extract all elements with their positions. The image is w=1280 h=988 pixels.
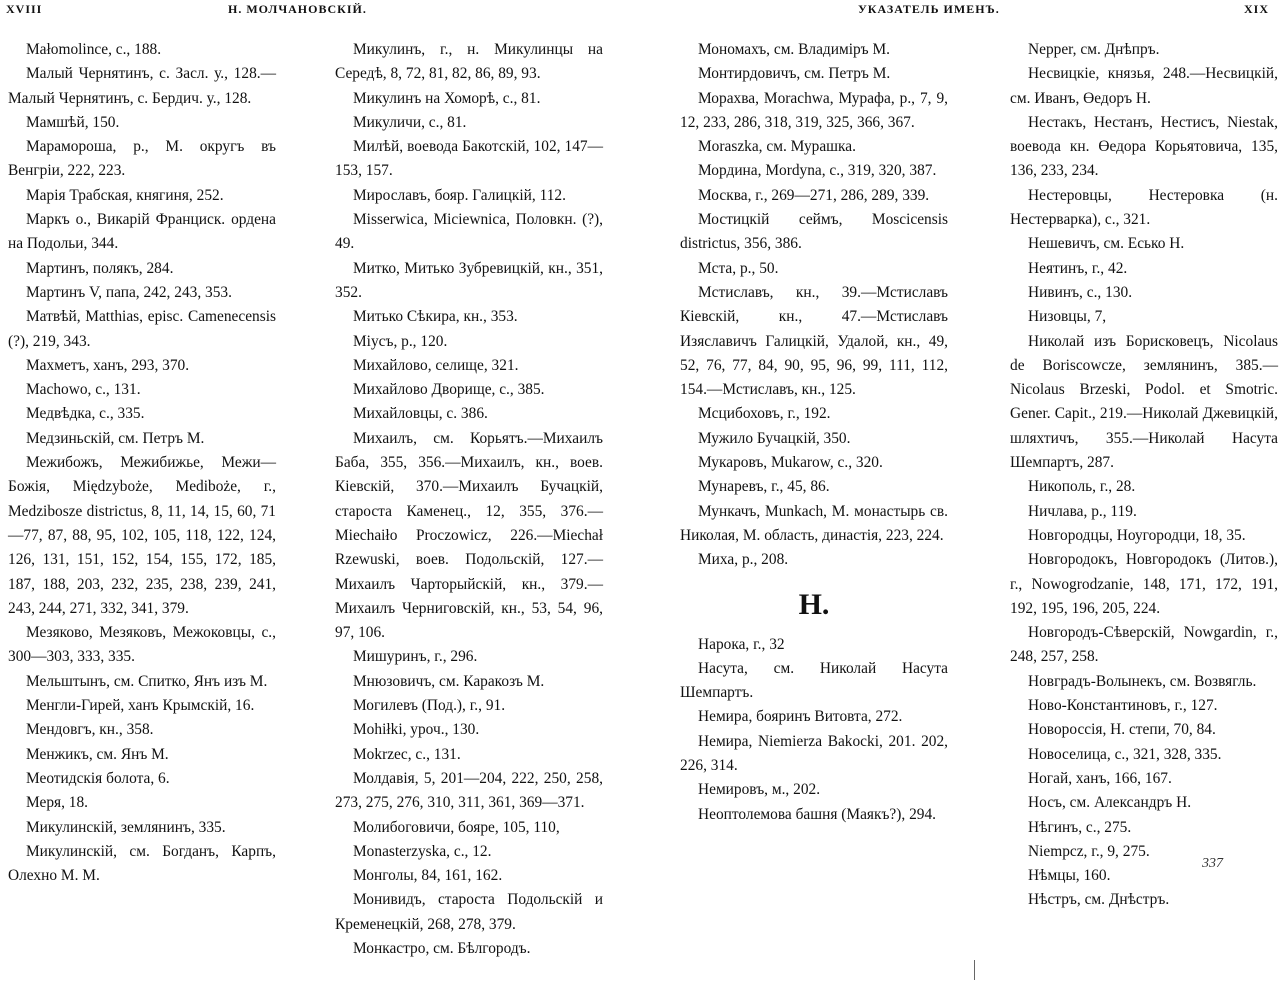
index-entry: Митко, Митько Зубревицкій, кн., 351, 352. <box>335 259 603 301</box>
index-entry: Михаилъ, см. Корьятъ.—Михаилъ Баба, 355, 356.—Михаилъ, кн., воев. Кіевскій, 370.—Михаилъ Бучацкій, староста Каменец., 12, 355, 376.—Miechaiło Proczowicz, 226.—Miechał Rzewuski, воев. Подольскій, 127.—Михаилъ Чарторыйскій, кн., 379.—Михаилъ Черниговскій, кн., 53, 54, 96, 97, 106. <box>335 429 603 642</box>
index-entry: Монивидъ, староста Подольскій и Кременецкій, 268, 278, 379. <box>335 891 603 933</box>
index-entry: Mohiłki, уроч., 130. <box>353 721 480 739</box>
index-entry: Менжикъ, см. Янъ М. <box>26 745 169 763</box>
index-entry: Неятинъ, г., 42. <box>1028 259 1128 277</box>
index-entry: Микулинъ на Хоморѣ, с., 81. <box>353 89 541 107</box>
index-column-2 <box>335 38 603 961</box>
index-entry: Насута, см. Николай Насута Шемпартъ. <box>680 659 948 702</box>
index-entry: Монтирдовичъ, см. Петръ М. <box>698 65 891 83</box>
index-entry: Неоптолемова башня (Маякъ?), 294. <box>698 805 936 823</box>
index-entry: Нивинъ, с., 130. <box>1028 283 1133 301</box>
index-entry: Монголы, 84, 161, 162. <box>353 867 503 885</box>
index-entry: Немировъ, м., 202. <box>698 781 821 799</box>
index-entry: Москва, г., 269—271, 286, 289, 339. <box>698 186 930 204</box>
index-entry: Медвѣдка, с., 335. <box>26 405 145 423</box>
index-entry: Мендовгъ, кн., 358. <box>26 721 154 739</box>
index-entry: Меотидскія болота, 6. <box>26 769 170 787</box>
index-entry: Нѣгинъ, с., 275. <box>1028 818 1132 836</box>
index-entry: Misserwica, Miciewnica, Половкн. (?), 49. <box>335 211 603 253</box>
index-entry: Марія Трабская, княгиня, 252. <box>26 186 224 204</box>
index-entry: Немира, бояринъ Витовта, 272. <box>698 708 903 726</box>
index-entry: Nepper, см. Днѣпръ. <box>1028 41 1160 58</box>
index-entry: Микулинскій, землянинъ, 335. <box>26 818 226 836</box>
index-entry: Мста, р., 50. <box>698 259 779 277</box>
index-entry: Нешевичъ, см. Есько Н. <box>1028 235 1185 253</box>
index-entry: Мунаревъ, г., 45, 86. <box>698 478 830 496</box>
index-entry: Межибожъ, Межибижье, Межи—Божія, Międzyboże, Mediboże, г., Medzibosze districtus, 8, 11, 14, 15, 60, 71—77, 87, 88, 95, 102, 105, 118, 122, 124, 126, 131, 151, 152, 154, 155, 172, 185, 187, 188, 203, 232, 235, 238, 239, 241, 243, 244, 271, 332, 341, 379. <box>8 454 276 617</box>
index-column-3 <box>680 38 948 827</box>
index-entry: Мордина, Mordyna, с., 319, 320, 387. <box>698 162 937 180</box>
index-entry: Новградъ-Волынекъ, см. Возвягль. <box>1028 672 1257 690</box>
index-entry: Machowo, с., 131. <box>26 381 141 399</box>
index-entry: Новоселица, с., 321, 328, 335. <box>1028 745 1222 763</box>
index-entry: Митько Сѣкира, кн., 353. <box>353 308 518 326</box>
index-entry: Міусъ, р., 120. <box>353 332 448 350</box>
page-number-right: XIX <box>1244 2 1270 16</box>
index-entry: Мирославъ, бояр. Галицкій, 112. <box>353 186 566 204</box>
index-entry: Несвицкіе, князья, 248.—Несвицкій, см. Иванъ, Өедоръ Н. <box>1010 65 1278 107</box>
index-entry: Нестеровцы, Нестеровка (н. Нестерварка), с., 321. <box>1010 186 1278 229</box>
index-entry: Нестакъ, Нестанъ, Нестисъ, Niestak, воевода кн. Өедора Корьятовича, 135, 136, 233, 234. <box>1010 113 1278 180</box>
index-entry: Новгородцы, Ноугородци, 18, 35. <box>1028 526 1246 544</box>
index-entry: Молибоговичи, бояре, 105, 110, <box>353 818 560 836</box>
index-entry: Матвѣй, Matthias, episc. Camenecensis (?), 219, 343. <box>8 308 276 350</box>
index-entry: Могилевъ (Под.), г., 91. <box>353 697 506 715</box>
running-head-left: Н. МОЛЧАНОВСКІЙ. <box>228 2 367 16</box>
index-entry: Миха, р., 208. <box>698 551 789 569</box>
index-entry: Мнюзовичъ, см. Каракозъ М. <box>353 672 545 690</box>
index-entry: Николай изъ Борисковецъ, Nicolaus de Boriscowcze, землянинъ, 385.—Nicolaus Brzeski, Podol. et Smotric. Gener. Capit., 219.—Николай Джевицкій, шляхтичъ, 355.—Николай Насута Шемпартъ, 287. <box>1010 332 1278 472</box>
index-entry: Носъ, см. Александръ Н. <box>1028 794 1192 812</box>
index-entry: Маркъ о., Викарій Франциск. ордена на Подольи, 344. <box>8 211 276 253</box>
index-entry: Михайловцы, с. 386. <box>353 405 488 423</box>
index-entry: Мостицкій сеймъ, Moscicensis districtus, 356, 386. <box>680 211 948 253</box>
index-entry: Никополь, г., 28. <box>1028 478 1136 496</box>
index-entry: Новгородъ-Сѣверскій, Nowgardin, г., 248, 257, 258. <box>1010 624 1278 666</box>
index-entry: Мишуринъ, г., 296. <box>353 648 478 666</box>
index-entry: Мартинъ V, папа, 242, 243, 353. <box>26 283 232 301</box>
index-entry: Мельштынъ, см. Спитко, Янъ изъ М. <box>26 672 268 690</box>
index-entry: Микулинъ, г., н. Микулинцы на Середѣ, 8, 72, 81, 82, 86, 89, 93. <box>335 41 603 83</box>
handwritten-note: 337 <box>1202 856 1223 871</box>
right-page <box>640 0 1280 988</box>
index-entry: Микулинскій, см. Богданъ, Карпъ, Олехно М. М. <box>8 842 276 885</box>
index-entry: Малый Чернятинъ, с. Засл. у., 128.—Малый Чернятинъ, с. Бердич. у., 128. <box>8 65 276 107</box>
index-entry: Молдавія, 5, 201—204, 222, 250, 258, 273, 275, 276, 310, 311, 361, 369—371. <box>335 769 603 812</box>
page-number-left: XVIII <box>6 2 43 16</box>
index-entry: Медзиньскій, см. Петръ М. <box>26 429 205 447</box>
index-column-4 <box>1010 38 1278 913</box>
index-entry: Морахва, Morachwa, Мурафа, р., 7, 9, 12, 233, 286, 318, 319, 325, 366, 367. <box>680 89 948 131</box>
index-entry: Ново-Константиновъ, г., 127. <box>1028 697 1218 715</box>
index-entry: Мстиславъ, кн., 39.—Мстиславъ Кіевскій, кн., 47.—Мстиславъ Изяславичъ Галицкій, Удалой, кн., 49, 52, 76, 77, 84, 90, 95, 96, 99, 111, 112, 154.—Мстиславъ, кн., 125. <box>680 283 948 399</box>
index-entry: Новгородокъ, Новгородокъ (Литов.), г., Nowogrodzanie, 148, 171, 172, 191, 192, 195, 196, 205, 224. <box>1010 551 1278 617</box>
index-entry: Ногай, ханъ, 166, 167. <box>1028 769 1172 787</box>
index-entry: Мамшѣй, 150. <box>26 113 120 131</box>
index-entry: Нѣстръ, см. Днѣстръ. <box>1028 891 1170 909</box>
index-entry: Niempcz, г., 9, 275. <box>1028 842 1150 860</box>
section-letter: Н. <box>798 587 830 621</box>
index-entry: Нарока, г., 32 <box>698 635 785 653</box>
index-entry: Михайлово, селище, 321. <box>353 356 519 374</box>
index-entry: Низовцы, 7, <box>1028 308 1107 326</box>
index-entry: Монкастро, см. Бѣлгородъ. <box>353 939 531 957</box>
index-entry: Мономахъ, см. Владиміръ М. <box>698 41 891 58</box>
index-entry: Mokrzec, с., 131. <box>353 745 461 763</box>
column-divider <box>974 960 975 980</box>
index-entry: Немира, Niemierza Bakocki, 201. 202, 226, 314. <box>680 732 948 775</box>
index-entry: Moraszka, см. Мурашка. <box>698 138 856 156</box>
index-entry: Милѣй, воевода Бакотскій, 102, 147—153, 157. <box>335 138 603 180</box>
index-entry: Małomolince, с., 188. <box>26 41 162 58</box>
running-head-right: УКАЗАТЕЛЬ ИМЕНЪ. <box>858 2 1000 16</box>
index-entry: Monasterzyska, с., 12. <box>353 842 492 860</box>
index-entry: Новороссія, Н. степи, 70, 84. <box>1028 721 1216 739</box>
index-entry: Мункачъ, Munkach, М. монастырь св. Николая, М. область, династія, 223, 224. <box>680 502 948 544</box>
index-entry: Мсцибоховъ, г., 192. <box>698 405 831 423</box>
index-column-1 <box>8 38 276 888</box>
index-entry: Махметъ, ханъ, 293, 370. <box>26 356 190 374</box>
index-entry: Михайлово Дворище, с., 385. <box>353 381 545 399</box>
index-entry: Мартинъ, полякъ, 284. <box>26 259 174 277</box>
index-entry: Ничлава, р., 119. <box>1028 502 1137 520</box>
index-entry: Меря, 18. <box>26 794 89 812</box>
index-entry: Мукаровъ, Mukarow, с., 320. <box>698 454 883 472</box>
index-entry: Мезяково, Мезяковъ, Межоковцы, с., 300—303, 333, 335. <box>8 624 276 666</box>
index-entry: Марамороша, р., М. округъ въ Венгріи, 222, 223. <box>8 138 276 180</box>
index-entry: Менгли-Гирей, ханъ Крымскій, 16. <box>26 697 255 715</box>
index-entry: Микуличи, с., 81. <box>353 113 467 131</box>
index-entry: Нѣмцы, 160. <box>1028 867 1111 885</box>
index-entry: Мужило Бучацкій, 350. <box>698 429 851 447</box>
